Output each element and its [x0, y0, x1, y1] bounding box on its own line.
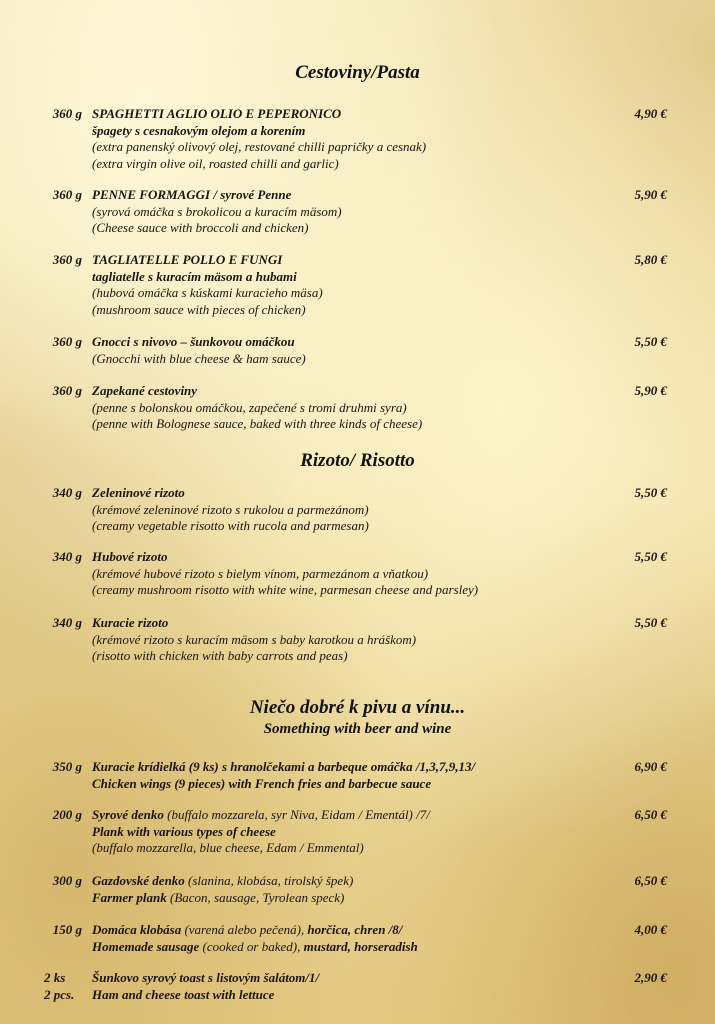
section-title-beer-wine: Niečo dobré k pivu a vínu...: [249, 697, 466, 718]
item-name-en-detail: (Bacon, sausage, Tyrolean speck): [166, 889, 345, 905]
item-detail-en: (Gnocchi with blue cheese & ham sauce): [92, 350, 306, 366]
item-name-en-detail: (cooked or baked),: [199, 938, 304, 954]
item-weight: 360 g: [52, 252, 82, 267]
item-description: [92, 106, 602, 172]
item-detail-en: (creamy mushroom risotto with white wine, parmesan cheese and parsley): [92, 582, 479, 597]
item-detail-en: (penne with Bolognese sauce, baked with three kinds of cheese): [92, 416, 423, 431]
item-price: 6,90 €: [634, 759, 667, 774]
item-weight: 340 g: [52, 485, 82, 500]
item-subname: špagety s cesnakovým olejom a korením: [92, 122, 306, 138]
item-description: [92, 334, 602, 367]
item-name-detail: (buffalo mozzarela, syr Niva, Eidam / Ementál) /7/: [163, 807, 430, 822]
item-name: Kuracie rizoto: [92, 615, 169, 630]
item-weight: 340 g: [52, 549, 82, 564]
item-name-line: [92, 922, 602, 939]
section-subtitle-beer-wine: Something with beer and wine: [263, 721, 452, 737]
item-price: 6,50 €: [634, 873, 667, 888]
item-weight: 340 g: [52, 615, 82, 630]
item-name-en: Farmer plank: [92, 889, 167, 905]
item-price: 5,90 €: [634, 187, 667, 202]
item-detail-en: (buffalo mozzarella, blue cheese, Edam / Emmental): [92, 840, 364, 855]
item-detail-en: (mushroom sauce with pieces of chicken): [92, 301, 306, 317]
item-weight: 350 g: [52, 759, 82, 774]
item-name: Domáca klobása: [92, 922, 182, 937]
item-description: [92, 187, 602, 237]
item-name: Gnocci s nivovo – šunkovou omáčkou: [92, 334, 295, 349]
item-detail: (penne s bolonskou omáčkou, zapečené s tromi druhmi syra): [92, 399, 407, 415]
item-price: 6,50 €: [634, 807, 667, 822]
section-title-pasta: Cestoviny/Pasta: [295, 62, 420, 83]
item-name-en-line: [92, 939, 602, 956]
item-description: [92, 759, 602, 792]
item-price: 4,90 €: [634, 106, 667, 121]
item-name: Gazdovské denko: [92, 873, 185, 888]
item-price: 4,00 €: [634, 922, 667, 937]
item-description: [92, 807, 602, 857]
item-price: 5,50 €: [634, 485, 667, 500]
item-subname: tagliatelle s kuracím mäsom a hubami: [92, 268, 297, 284]
item-weight: 360 g: [52, 106, 82, 121]
item-description: [92, 922, 602, 955]
item-detail: (krémové hubové rizoto s bielym vínom, parmezánom a vňatkou): [92, 565, 429, 581]
item-name: Zeleninové rizoto: [92, 485, 185, 500]
item-name-en: Homemade sausage: [92, 938, 200, 954]
item-weight: 300 g: [52, 873, 82, 888]
item-detail-en: (Cheese sauce with broccoli and chicken): [92, 220, 309, 235]
item-description: [92, 485, 602, 535]
item-weight-en: 2 pcs.: [44, 986, 75, 1002]
item-name-en-line: [92, 890, 602, 907]
item-name-en: Plank with various types of cheese: [92, 823, 276, 839]
item-name: Syrové denko: [92, 807, 164, 822]
item-price: 5,50 €: [634, 549, 667, 564]
item-description: [92, 873, 602, 906]
item-detail: (syrová omáčka s brokolicou a kuracím mäsom): [92, 203, 342, 219]
item-price: 5,80 €: [634, 252, 667, 267]
item-price: 5,50 €: [634, 615, 667, 630]
item-name-en: Ham and cheese toast with lettuce: [92, 986, 275, 1002]
item-name: SPAGHETTI AGLIO OLIO E PEPERONICO: [92, 106, 342, 121]
item-weight: 360 g: [52, 383, 82, 398]
item-name: TAGLIATELLE POLLO E FUNGI: [92, 252, 283, 267]
item-name-line: [92, 807, 602, 824]
item-detail-en: (risotto with chicken with baby carrots and peas): [92, 648, 348, 663]
item-detail-en: (creamy vegetable risotto with rucola and parmesan): [92, 518, 369, 533]
item-name-en: Chicken wings (9 pieces) with French fries and barbecue sauce: [92, 775, 432, 791]
item-detail: (hubová omáčka s kúskami kuracieho mäsa): [92, 285, 323, 300]
item-name: Zapekané cestoviny: [92, 383, 198, 398]
item-name: Kuracie krídielká (9 ks) s hranolčekami a barbeque omáčka /1,3,7,9,13/: [92, 759, 476, 774]
item-description: [92, 252, 602, 318]
item-detail-en: (extra virgin olive oil, roasted chilli and garlic): [92, 155, 339, 171]
item-name-en-tail: mustard, horseradish: [303, 938, 418, 954]
item-description: [92, 549, 602, 599]
item-description: [92, 615, 602, 665]
item-name-detail: (slanina, klobása, tirolský špek): [184, 873, 354, 888]
item-weight: 200 g: [52, 807, 82, 822]
item-weight: 360 g: [52, 334, 82, 349]
item-price: 2,90 €: [634, 970, 667, 985]
item-price: 5,50 €: [634, 334, 667, 349]
item-name: Hubové rizoto: [92, 549, 168, 564]
item-detail: (extra panenský olivový olej, restované chilli papričky a cesnak): [92, 139, 427, 154]
item-name: PENNE FORMAGGI / syrové Penne: [92, 187, 292, 202]
item-weight-sk: 2 ks: [44, 970, 66, 985]
item-name-line: [92, 873, 602, 890]
item-weight: 150 g: [52, 922, 82, 937]
item-price: 5,90 €: [634, 383, 667, 398]
item-name-tail: horčica, chren /8/: [307, 922, 403, 937]
item-weight: 360 g: [52, 187, 82, 202]
item-name-detail: (varená alebo pečená),: [181, 922, 308, 937]
item-description: [92, 383, 602, 433]
item-detail: (krémové rizoto s kuracím mäsom s baby karotkou a hráškom): [92, 631, 417, 647]
item-name: Šunkovo syrový toast s listovým šalátom/1/: [92, 970, 320, 985]
item-detail: (krémové zeleninové rizoto s rukolou a parmezánom): [92, 501, 369, 517]
item-description: [92, 970, 602, 1003]
section-title-risotto: Rizoto/ Risotto: [300, 450, 415, 471]
